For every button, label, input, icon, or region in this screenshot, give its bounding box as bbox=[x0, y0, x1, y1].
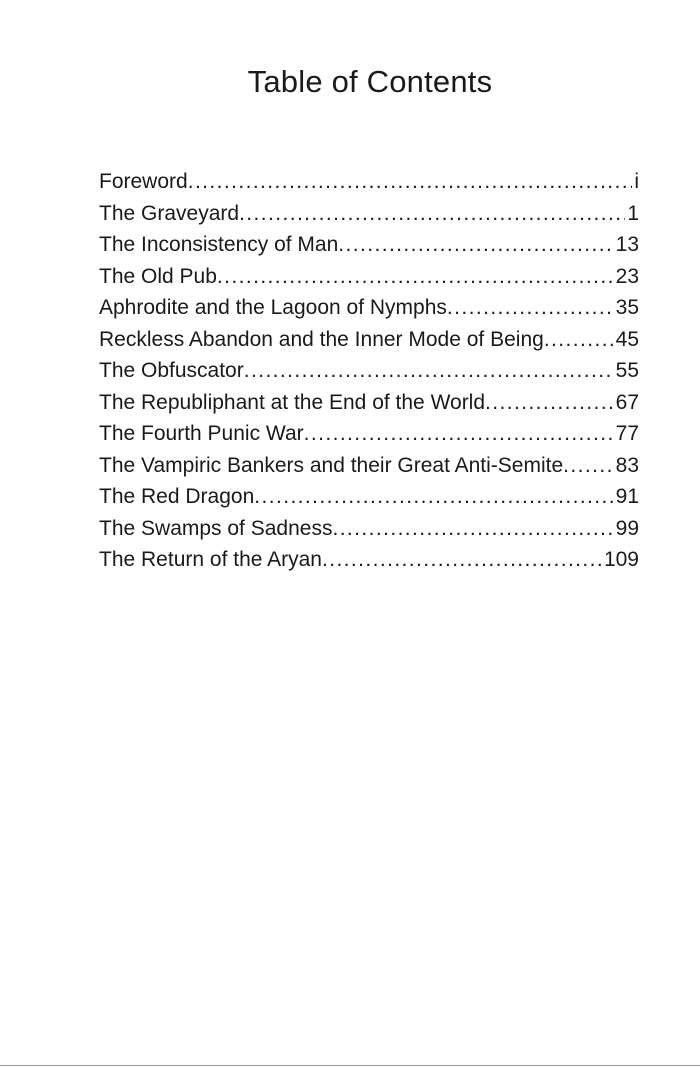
toc-entry-page: 99 bbox=[615, 516, 639, 540]
dot-leader bbox=[244, 355, 614, 387]
toc-entry-title: Aphrodite and the Lagoon of Nymphs bbox=[99, 296, 447, 319]
toc-entry-title: The Inconsistency of Man bbox=[99, 233, 339, 256]
dot-leader bbox=[239, 198, 625, 230]
toc-entry-page: 13 bbox=[615, 233, 639, 256]
toc-entry-page: 109 bbox=[603, 548, 639, 571]
toc-entry-title: The Return of the Aryan bbox=[99, 548, 322, 571]
toc-entry-page: 83 bbox=[615, 453, 639, 477]
dot-leader bbox=[332, 513, 613, 545]
toc-entry-page: 67 bbox=[615, 390, 639, 414]
toc-entry-title: The Fourth Punic War bbox=[99, 422, 304, 445]
toc-entry-title: Reckless Abandon and the Inner Mode of Being bbox=[99, 327, 544, 351]
toc-entry bbox=[99, 229, 639, 261]
toc-entry-title: Foreword bbox=[99, 170, 188, 193]
dot-leader bbox=[217, 261, 614, 293]
toc-entry-page: 91 bbox=[615, 485, 639, 508]
page-bottom-rule bbox=[0, 1065, 700, 1066]
toc-entry bbox=[99, 387, 639, 419]
dot-leader bbox=[188, 166, 633, 198]
dot-leader bbox=[338, 229, 613, 261]
toc-entry-page: 45 bbox=[615, 327, 639, 351]
toc-entry-title: The Graveyard bbox=[99, 201, 240, 225]
toc-entry bbox=[99, 450, 639, 482]
toc-entry-title: The Red Dragon bbox=[99, 485, 255, 508]
dot-leader bbox=[485, 387, 614, 419]
page-title: Table of Contents bbox=[247, 64, 493, 99]
toc-entry bbox=[99, 166, 639, 198]
dot-leader bbox=[447, 292, 614, 324]
toc-entry bbox=[99, 418, 639, 450]
toc-entry-page: 77 bbox=[615, 422, 639, 445]
toc-entry-title: The Republiphant at the End of the World bbox=[99, 390, 486, 414]
toc-entry bbox=[99, 481, 639, 513]
toc-entry-title: The Vampiric Bankers and their Great Anti-Semite bbox=[99, 453, 564, 477]
toc-entry bbox=[99, 261, 639, 293]
table-of-contents bbox=[99, 166, 639, 576]
dot-leader bbox=[304, 418, 614, 450]
dot-leader bbox=[563, 450, 613, 482]
toc-entry bbox=[99, 198, 639, 230]
dot-leader bbox=[254, 481, 613, 513]
toc-entry-page: 35 bbox=[615, 296, 639, 319]
toc-entry-page: 23 bbox=[615, 264, 639, 288]
toc-entry-title: The Swamps of Sadness bbox=[99, 516, 333, 540]
dot-leader bbox=[544, 324, 614, 356]
toc-entry bbox=[99, 355, 639, 387]
toc-entry-title: The Obfuscator bbox=[99, 359, 244, 382]
dot-leader bbox=[322, 544, 602, 576]
toc-entry-page: 1 bbox=[627, 201, 639, 225]
toc-entry-title: The Old Pub bbox=[99, 264, 217, 288]
toc-entry bbox=[99, 292, 639, 324]
toc-entry-page: i bbox=[634, 170, 639, 193]
toc-entry bbox=[99, 513, 639, 545]
toc-entry bbox=[99, 544, 639, 576]
toc-entry-page: 55 bbox=[615, 359, 639, 382]
toc-entry bbox=[99, 324, 639, 356]
